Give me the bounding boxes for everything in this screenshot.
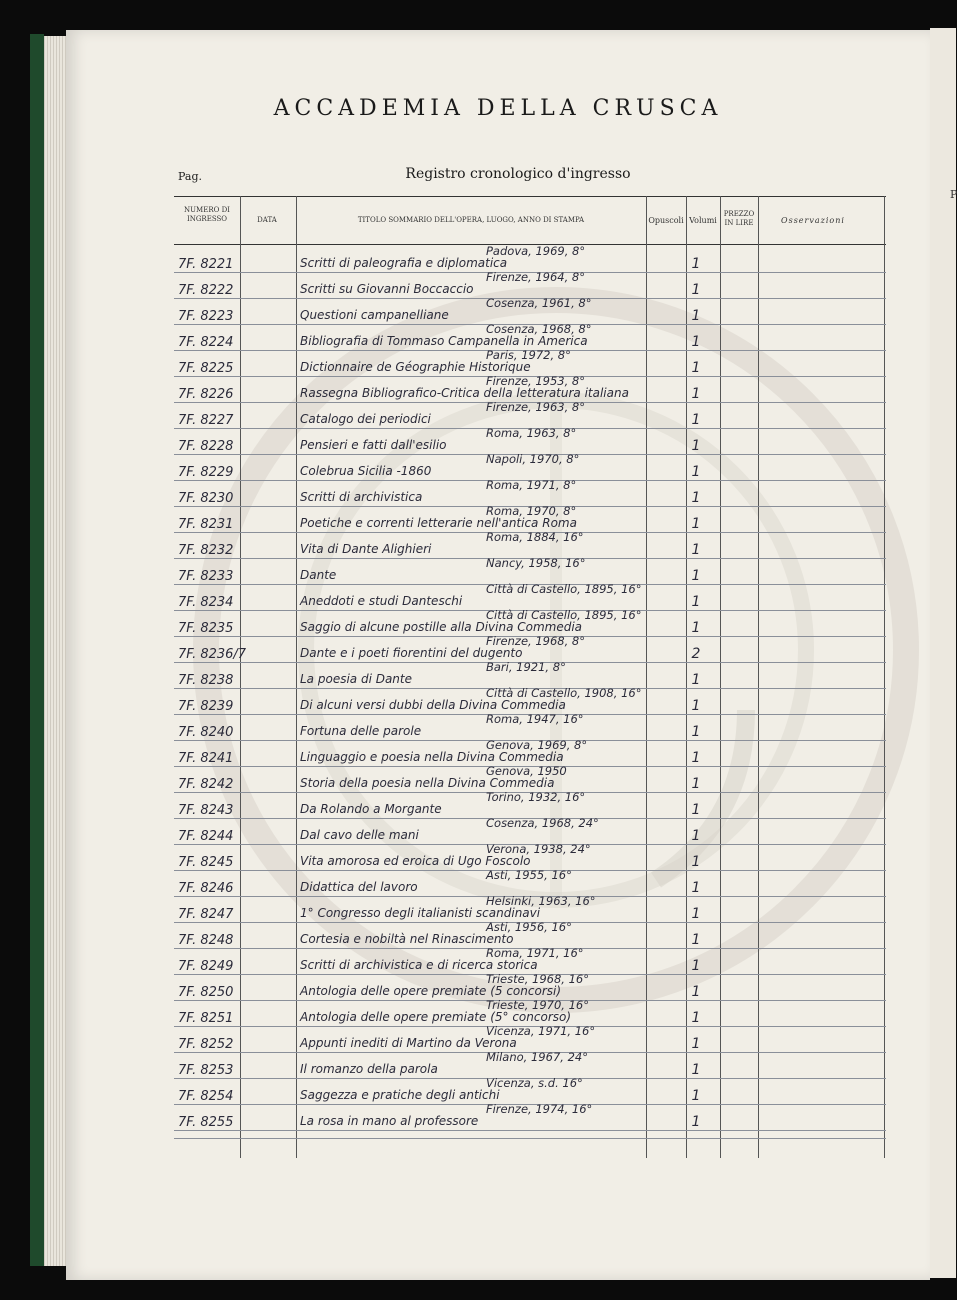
entry-title: Scritti di archivistica e di ricerca storica [300, 958, 538, 972]
entry-place-year: Roma, 1971, 16° [486, 946, 584, 960]
entry-title: Scritti su Giovanni Boccaccio [300, 282, 474, 296]
entry-volumes: 1 [691, 594, 701, 610]
entry-volumes: 1 [691, 854, 701, 870]
entry-title: Linguaggio e poesia nella Divina Commedia [300, 750, 564, 764]
col-header-data: DATA [257, 216, 277, 224]
entry-title: Da Rolando a Morgante [300, 802, 442, 816]
entry-volumes: 1 [691, 334, 701, 350]
entry-title: Questioni campanelliane [300, 308, 449, 322]
ledger-bottom-rule [174, 1138, 886, 1139]
entry-place-year: Helsinki, 1963, 16° [486, 894, 596, 908]
entry-title: Colebrua Sicilia -1860 [300, 464, 432, 478]
entry-number: 7F. 8236/7 [178, 647, 247, 662]
entry-place-year: Cosenza, 1968, 8° [486, 322, 592, 336]
entry-title: Catalogo dei periodici [300, 412, 431, 426]
entry-volumes: 1 [691, 1062, 701, 1078]
entry-volumes: 1 [691, 1088, 701, 1104]
entry-title: Storia della poesia nella Divina Commedia [300, 776, 555, 790]
entry-title: Dictionnaire de Géographie Historique [300, 360, 531, 374]
row-rule [174, 1130, 886, 1131]
entry-place-year: Cosenza, 1968, 24° [486, 816, 599, 830]
entry-number: 7F. 8254 [178, 1089, 234, 1104]
entry-place-year: Roma, 1970, 8° [486, 504, 577, 518]
table-row [174, 1104, 886, 1134]
entry-title: 1° Congresso degli italianisti scandinavi [300, 906, 541, 920]
entry-volumes: 1 [691, 932, 701, 948]
entry-title: Aneddoti e studi Danteschi [300, 594, 463, 608]
entry-title: Vita di Dante Alighieri [300, 542, 432, 556]
register-ledger [174, 196, 886, 1158]
entry-title: Antologia delle opere premiate (5° concorso) [300, 1010, 572, 1024]
entry-volumes: 1 [691, 568, 701, 584]
entry-title: Di alcuni versi dubbi della Divina Commedia [300, 698, 566, 712]
entry-number: 7F. 8235 [178, 621, 234, 636]
entry-place-year: Firenze, 1968, 8° [486, 634, 585, 648]
entry-volumes: 1 [691, 1114, 701, 1130]
ledger-top-rule [174, 196, 886, 197]
entry-place-year: Vicenza, 1971, 16° [486, 1024, 596, 1038]
entry-volumes: 1 [691, 672, 701, 688]
entry-number: 7F. 8252 [178, 1037, 234, 1052]
entry-place-year: Verona, 1938, 24° [486, 842, 591, 856]
entry-number: 7F. 8225 [178, 361, 234, 376]
entry-volumes: 1 [691, 516, 701, 532]
entry-number: 7F. 8248 [178, 933, 234, 948]
entry-volumes: 1 [691, 984, 701, 1000]
pag-label: Pag. [178, 170, 203, 183]
entry-number: 7F. 8224 [178, 335, 234, 350]
entry-volumes: 1 [691, 958, 701, 974]
register-title: Registro cronologico d'ingresso [405, 166, 631, 182]
page-edges [44, 36, 66, 1266]
entry-volumes: 1 [691, 464, 701, 480]
entry-volumes: 1 [691, 906, 701, 922]
entry-title: Saggio di alcune postille alla Divina Commedia [300, 620, 583, 634]
entry-volumes: 1 [691, 1010, 701, 1026]
entry-number: 7F. 8233 [178, 569, 234, 584]
entry-number: 7F. 8255 [178, 1115, 234, 1130]
facing-page [930, 28, 956, 1278]
entry-number: 7F. 8246 [178, 881, 234, 896]
entry-place-year: Napoli, 1970, 8° [486, 452, 580, 466]
entry-volumes: 1 [691, 828, 701, 844]
entry-volumes: 1 [691, 802, 701, 818]
book-spine [30, 34, 44, 1266]
entry-title: Bibliografia di Tommaso Campanella in America [300, 334, 588, 348]
entry-title: Dante e i poeti fiorentini del dugento [300, 646, 523, 660]
col-header-osservazioni: Osservazioni [781, 216, 845, 225]
entry-place-year: Asti, 1955, 16° [486, 868, 572, 882]
entry-number: 7F. 8223 [178, 309, 234, 324]
entry-place-year: Roma, 1947, 16° [486, 712, 584, 726]
entry-title: Fortuna delle parole [300, 724, 422, 738]
entry-number: 7F. 8241 [178, 751, 234, 766]
entry-title: Il romanzo della parola [300, 1062, 438, 1076]
entry-number: 7F. 8243 [178, 803, 234, 818]
entry-number: 7F. 8239 [178, 699, 234, 714]
entry-place-year: Paris, 1972, 8° [486, 348, 571, 362]
col-header-volumi: Volumi [689, 216, 717, 225]
entry-number: 7F. 8221 [178, 257, 234, 272]
entry-number: 7F. 8230 [178, 491, 234, 506]
entry-place-year: Nancy, 1958, 16° [486, 556, 586, 570]
entry-place-year: Firenze, 1964, 8° [486, 270, 585, 284]
entry-number: 7F. 8253 [178, 1063, 234, 1078]
entry-volumes: 1 [691, 360, 701, 376]
entry-place-year: Roma, 1884, 16° [486, 530, 584, 544]
entry-volumes: 1 [691, 880, 701, 896]
entry-volumes: 1 [691, 698, 701, 714]
entry-number: 7F. 8244 [178, 829, 234, 844]
register-page [66, 30, 930, 1280]
entry-title: Antologia delle opere premiate (5 concorsi) [300, 984, 562, 998]
entry-place-year: Firenze, 1953, 8° [486, 374, 585, 388]
entry-title: Appunti inediti di Martino da Verona [300, 1036, 517, 1050]
entry-number: 7F. 8226 [178, 387, 234, 402]
entry-place-year: Firenze, 1974, 16° [486, 1102, 593, 1116]
entry-title: Pensieri e fatti dall'esilio [300, 438, 447, 452]
col-header-numero: NUMERO DI INGRESSO [184, 206, 230, 223]
entry-title: Rassegna Bibliografico-Critica della letteratura italiana [300, 386, 629, 400]
entry-number: 7F. 8249 [178, 959, 234, 974]
entry-number: 7F. 8234 [178, 595, 234, 610]
entry-title: Scritti di archivistica [300, 490, 423, 504]
entry-place-year: Città di Castello, 1895, 16° [486, 582, 642, 596]
entry-place-year: Vicenza, s.d. 16° [486, 1076, 583, 1090]
entry-number: 7F. 8228 [178, 439, 234, 454]
entry-place-year: Genova, 1950 [486, 764, 567, 778]
col-header-prezzo: PREZZO IN LIRE [723, 210, 755, 227]
entry-number: 7F. 8245 [178, 855, 234, 870]
entry-volumes: 1 [691, 776, 701, 792]
entry-place-year: Torino, 1932, 16° [486, 790, 586, 804]
entry-volumes: 1 [691, 724, 701, 740]
entry-volumes: 1 [691, 256, 701, 272]
entry-title: La poesia di Dante [300, 672, 413, 686]
entry-number: 7F. 8251 [178, 1011, 234, 1026]
entry-volumes: 1 [691, 1036, 701, 1052]
entry-volumes: 2 [691, 646, 701, 662]
entry-volumes: 1 [691, 750, 701, 766]
entry-number: 7F. 8222 [178, 283, 234, 298]
entry-title: Saggezza e pratiche degli antichi [300, 1088, 500, 1102]
entry-number: 7F. 8247 [178, 907, 234, 922]
academy-heading: ACCADEMIA DELLA CRUSCA [273, 96, 723, 121]
entry-number: 7F. 8242 [178, 777, 234, 792]
entry-volumes: 1 [691, 386, 701, 402]
entry-volumes: 1 [691, 282, 701, 298]
entry-number: 7F. 8227 [178, 413, 234, 428]
entry-title: Cortesia e nobiltà nel Rinascimento [300, 932, 514, 946]
entry-title: La rosa in mano al professore [300, 1114, 479, 1128]
entry-place-year: Genova, 1969, 8° [486, 738, 588, 752]
entry-place-year: Cosenza, 1961, 8° [486, 296, 592, 310]
entry-place-year: Firenze, 1963, 8° [486, 400, 585, 414]
entry-volumes: 1 [691, 438, 701, 454]
entry-number: 7F. 8229 [178, 465, 234, 480]
entry-volumes: 1 [691, 542, 701, 558]
entry-place-year: Asti, 1956, 16° [486, 920, 572, 934]
col-header-titolo: TITOLO SOMMARIO DELL'OPERA, LUOGO, ANNO DI STAMPA [357, 216, 585, 224]
entry-title: Vita amorosa ed eroica di Ugo Foscolo [300, 854, 531, 868]
entry-number: 7F. 8238 [178, 673, 234, 688]
entry-place-year: Trieste, 1968, 16° [486, 972, 589, 986]
entry-place-year: Città di Castello, 1908, 16° [486, 686, 642, 700]
facing-page-pag-label: P [950, 188, 957, 201]
entry-number: 7F. 8240 [178, 725, 234, 740]
entry-volumes: 1 [691, 308, 701, 324]
entry-title: Poetiche e correnti letterarie nell'antica Roma [300, 516, 577, 530]
entry-place-year: Roma, 1971, 8° [486, 478, 577, 492]
entry-volumes: 1 [691, 490, 701, 506]
entry-number: 7F. 8231 [178, 517, 234, 532]
entry-place-year: Padova, 1969, 8° [486, 244, 586, 258]
entry-number: 7F. 8232 [178, 543, 234, 558]
entry-title: Didattica del lavoro [300, 880, 418, 894]
entry-title: Dal cavo delle mani [300, 828, 419, 842]
entry-number: 7F. 8250 [178, 985, 234, 1000]
entry-place-year: Trieste, 1970, 16° [486, 998, 589, 1012]
entry-volumes: 1 [691, 412, 701, 428]
col-header-opuscoli: Opuscoli [648, 216, 684, 225]
entry-volumes: 1 [691, 620, 701, 636]
entry-place-year: Milano, 1967, 24° [486, 1050, 588, 1064]
entry-place-year: Roma, 1963, 8° [486, 426, 577, 440]
entry-place-year: Bari, 1921, 8° [486, 660, 566, 674]
entry-title: Dante [300, 568, 337, 582]
entry-title: Scritti di paleografia e diplomatica [300, 256, 508, 270]
entry-place-year: Città di Castello, 1895, 16° [486, 608, 642, 622]
